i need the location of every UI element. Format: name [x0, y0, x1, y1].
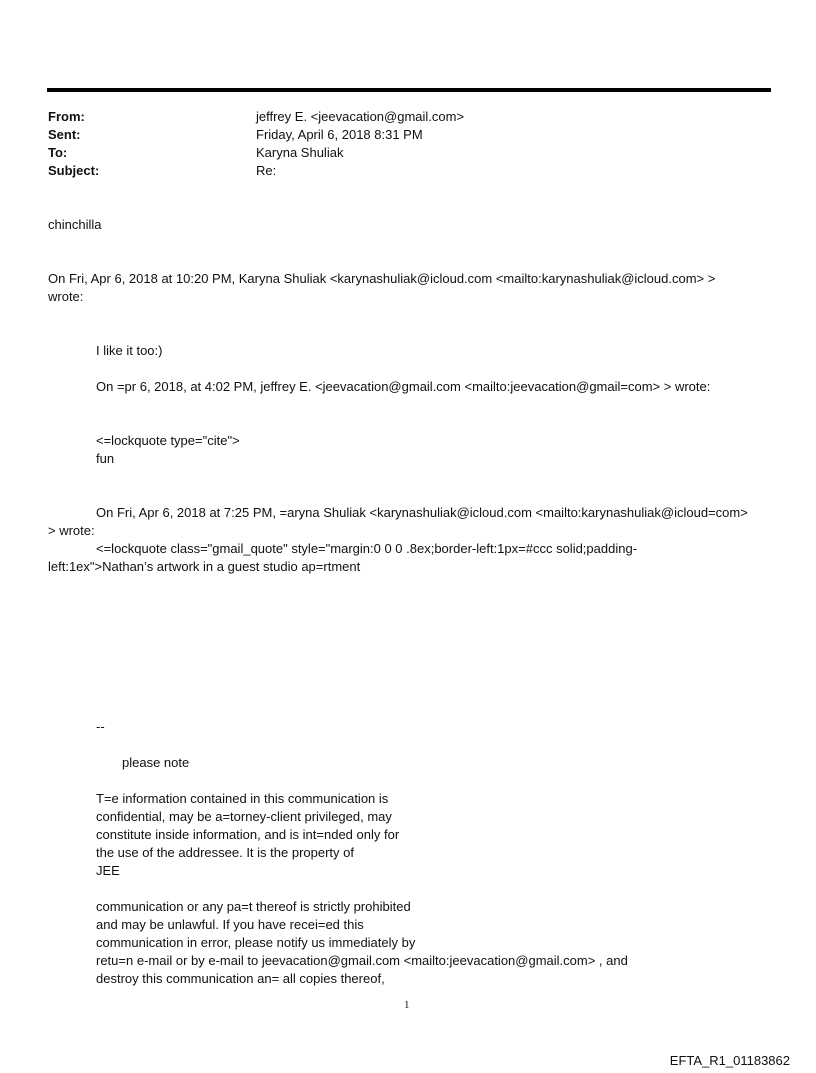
disclaimer-line: communication in error, please notify us immediately by [96, 935, 416, 950]
like-text: I like it too:) [96, 343, 163, 358]
quote2-line: On =pr 6, 2018, at 4:02 PM, jeffrey E. <jeevacation@gmail.com <mailto:jeevacation@gmail=com> > wrote: [96, 379, 711, 394]
disclaimer-line: and may be unlawful. If you have recei=ed this [96, 917, 364, 932]
quote3-line3: <=lockquote class="gmail_quote" style="margin:0 0 0 .8ex;border-left:1px=#ccc solid;padding- [96, 541, 638, 556]
header-rule [47, 88, 771, 92]
disclaimer-line: T=e information contained in this communication is [96, 791, 389, 806]
disclaimer-line: the use of the addressee. It is the property of [96, 845, 354, 860]
quote3-line4: left:1ex">Nathan’s artwork in a guest studio ap=rtment [48, 559, 361, 574]
quote1-line1: On Fri, Apr 6, 2018 at 10:20 PM, Karyna Shuliak <karynashuliak@icloud.com <mailto:karynashuliak@icloud.com> > [48, 271, 716, 286]
to-value: Karyna Shuliak [256, 145, 344, 160]
sent-value: Friday, April 6, 2018 8:31 PM [256, 127, 423, 142]
quote3-line1: On Fri, Apr 6, 2018 at 7:25 PM, =aryna Shuliak <karynashuliak@icloud.com <mailto:karynashuliak@icloud=com> [96, 505, 748, 520]
quote3-line2: > wrote: [48, 523, 95, 538]
disclaimer-line: communication or any pa=t thereof is strictly prohibited [96, 899, 411, 914]
subject-label: Subject: [48, 163, 100, 178]
disclaimer-line: destroy this communication an= all copies thereof, [96, 971, 385, 986]
disclaimer-line: constitute inside information, and is int=nded only for [96, 827, 400, 842]
please-note: please note [122, 755, 190, 770]
document-id: EFTA_R1_01183862 [669, 1053, 790, 1068]
disclaimer-line: retu=n e-mail or by e-mail to jeevacation@gmail.com <mailto:jeevacation@gmail.com> , and [96, 953, 628, 968]
disclaimer-line: confidential, may be a=torney-client privileged, may [96, 809, 392, 824]
subject-value: Re: [256, 163, 277, 178]
sent-label: Sent: [48, 127, 81, 142]
signature-dashes: -- [96, 719, 105, 734]
page-number: 1 [404, 999, 410, 1011]
fun-text: fun [96, 451, 115, 466]
blockquote-tag: <=lockquote type="cite"> [96, 433, 240, 448]
from-label: From: [48, 109, 85, 124]
from-value: jeffrey E. <jeevacation@gmail.com> [256, 109, 465, 124]
disclaimer-line: JEE [96, 863, 120, 878]
to-label: To: [48, 145, 68, 160]
quote1-line2: wrote: [48, 289, 84, 304]
reply-text: chinchilla [48, 217, 102, 232]
